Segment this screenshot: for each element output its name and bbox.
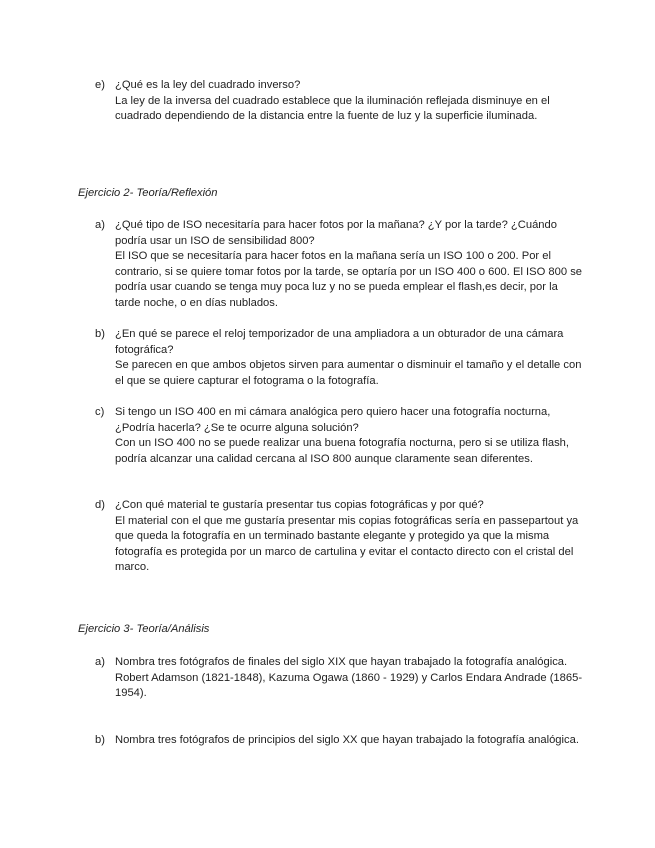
list-marker: d) xyxy=(95,499,105,511)
question-item-e xyxy=(95,78,585,125)
list-marker: b) xyxy=(95,328,105,340)
question-text: ¿En qué se parece el reloj temporizador de una ampliadora a un obturador de una cámara fotográfica? xyxy=(115,328,564,356)
answer-text: Robert Adamson (1821-1848), Kazuma Ogawa (1860 - 1929) y Carlos Endara Andrade (1865-1954). xyxy=(115,671,583,699)
question-text: ¿Qué es la ley del cuadrado inverso? xyxy=(115,79,301,91)
list-marker: c) xyxy=(95,406,105,418)
exercise-3-title: Ejercicio 3- Teoría/Análisis xyxy=(78,623,210,635)
question-text: ¿Qué tipo de ISO necesitaría para hacer fotos por la mañana? ¿Y por la tarde? ¿Cuándo podría usar un ISO de sensibilidad 800? xyxy=(115,219,557,247)
exercise-3-item-b xyxy=(95,733,585,749)
exercise-2-item-d xyxy=(95,498,585,576)
question-text: Si tengo un ISO 400 en mi cámara analógica pero quiero hacer una fotografía nocturna, ¿Podría hacerla? ¿Se te ocurre alguna solución? xyxy=(115,406,551,434)
list-marker: b) xyxy=(95,734,105,746)
answer-text: Se parecen en que ambos objetos sirven para aumentar o disminuir el tamaño y el detalle con el que se quiere capturar el fotograma o la fotografía. xyxy=(115,359,582,387)
exercise-2-title: Ejercicio 2- Teoría/Reflexión xyxy=(78,187,218,199)
exercise-2-item-a xyxy=(95,218,585,311)
answer-text: La ley de la inversa del cuadrado establece que la iluminación reflejada disminuye en el cuadrado dependiendo de la distancia entre la fuente de luz y la superficie iluminada. xyxy=(115,94,550,122)
question-text: ¿Con qué material te gustaría presentar tus copias fotográficas y por qué? xyxy=(115,499,484,511)
question-text: Nombra tres fotógrafos de finales del siglo XIX que hayan trabajado la fotografía analógica. xyxy=(115,656,568,668)
answer-text: El ISO que se necesitaría para hacer fotos en la mañana sería un ISO 100 o 200. Por el contrario, si se quiere tomar fotos por la tarde, se optaría por un ISO 400 o 600. El ISO 800 se podría usar cuando se tenga muy poca luz y no se pueda emplear el flash,es decir, por la tarde noche, o en días nublados. xyxy=(115,250,583,309)
exercise-2-item-b xyxy=(95,327,585,389)
exercise-2-item-c xyxy=(95,405,585,467)
list-marker: a) xyxy=(95,219,105,231)
answer-text: El material con el que me gustaría presentar mis copias fotográficas sería en passepartout ya que queda la fotografía en un terminado bastante elegante y protegido ya que la misma fotografía es protegida por un marco de cartulina y evitar el contacto directo con el cristal del marco. xyxy=(115,514,579,573)
exercise-3-item-a xyxy=(95,655,585,702)
list-marker: e) xyxy=(95,79,105,91)
answer-text: Con un ISO 400 no se puede realizar una buena fotografía nocturna, pero si se utiliza flash, podría alcanzar una calidad cercana al ISO 800 aunque claramente sean diferentes. xyxy=(115,437,570,465)
list-marker: a) xyxy=(95,656,105,668)
question-text: Nombra tres fotógrafos de principios del siglo XX que hayan trabajado la fotografía analógica. xyxy=(115,734,579,746)
